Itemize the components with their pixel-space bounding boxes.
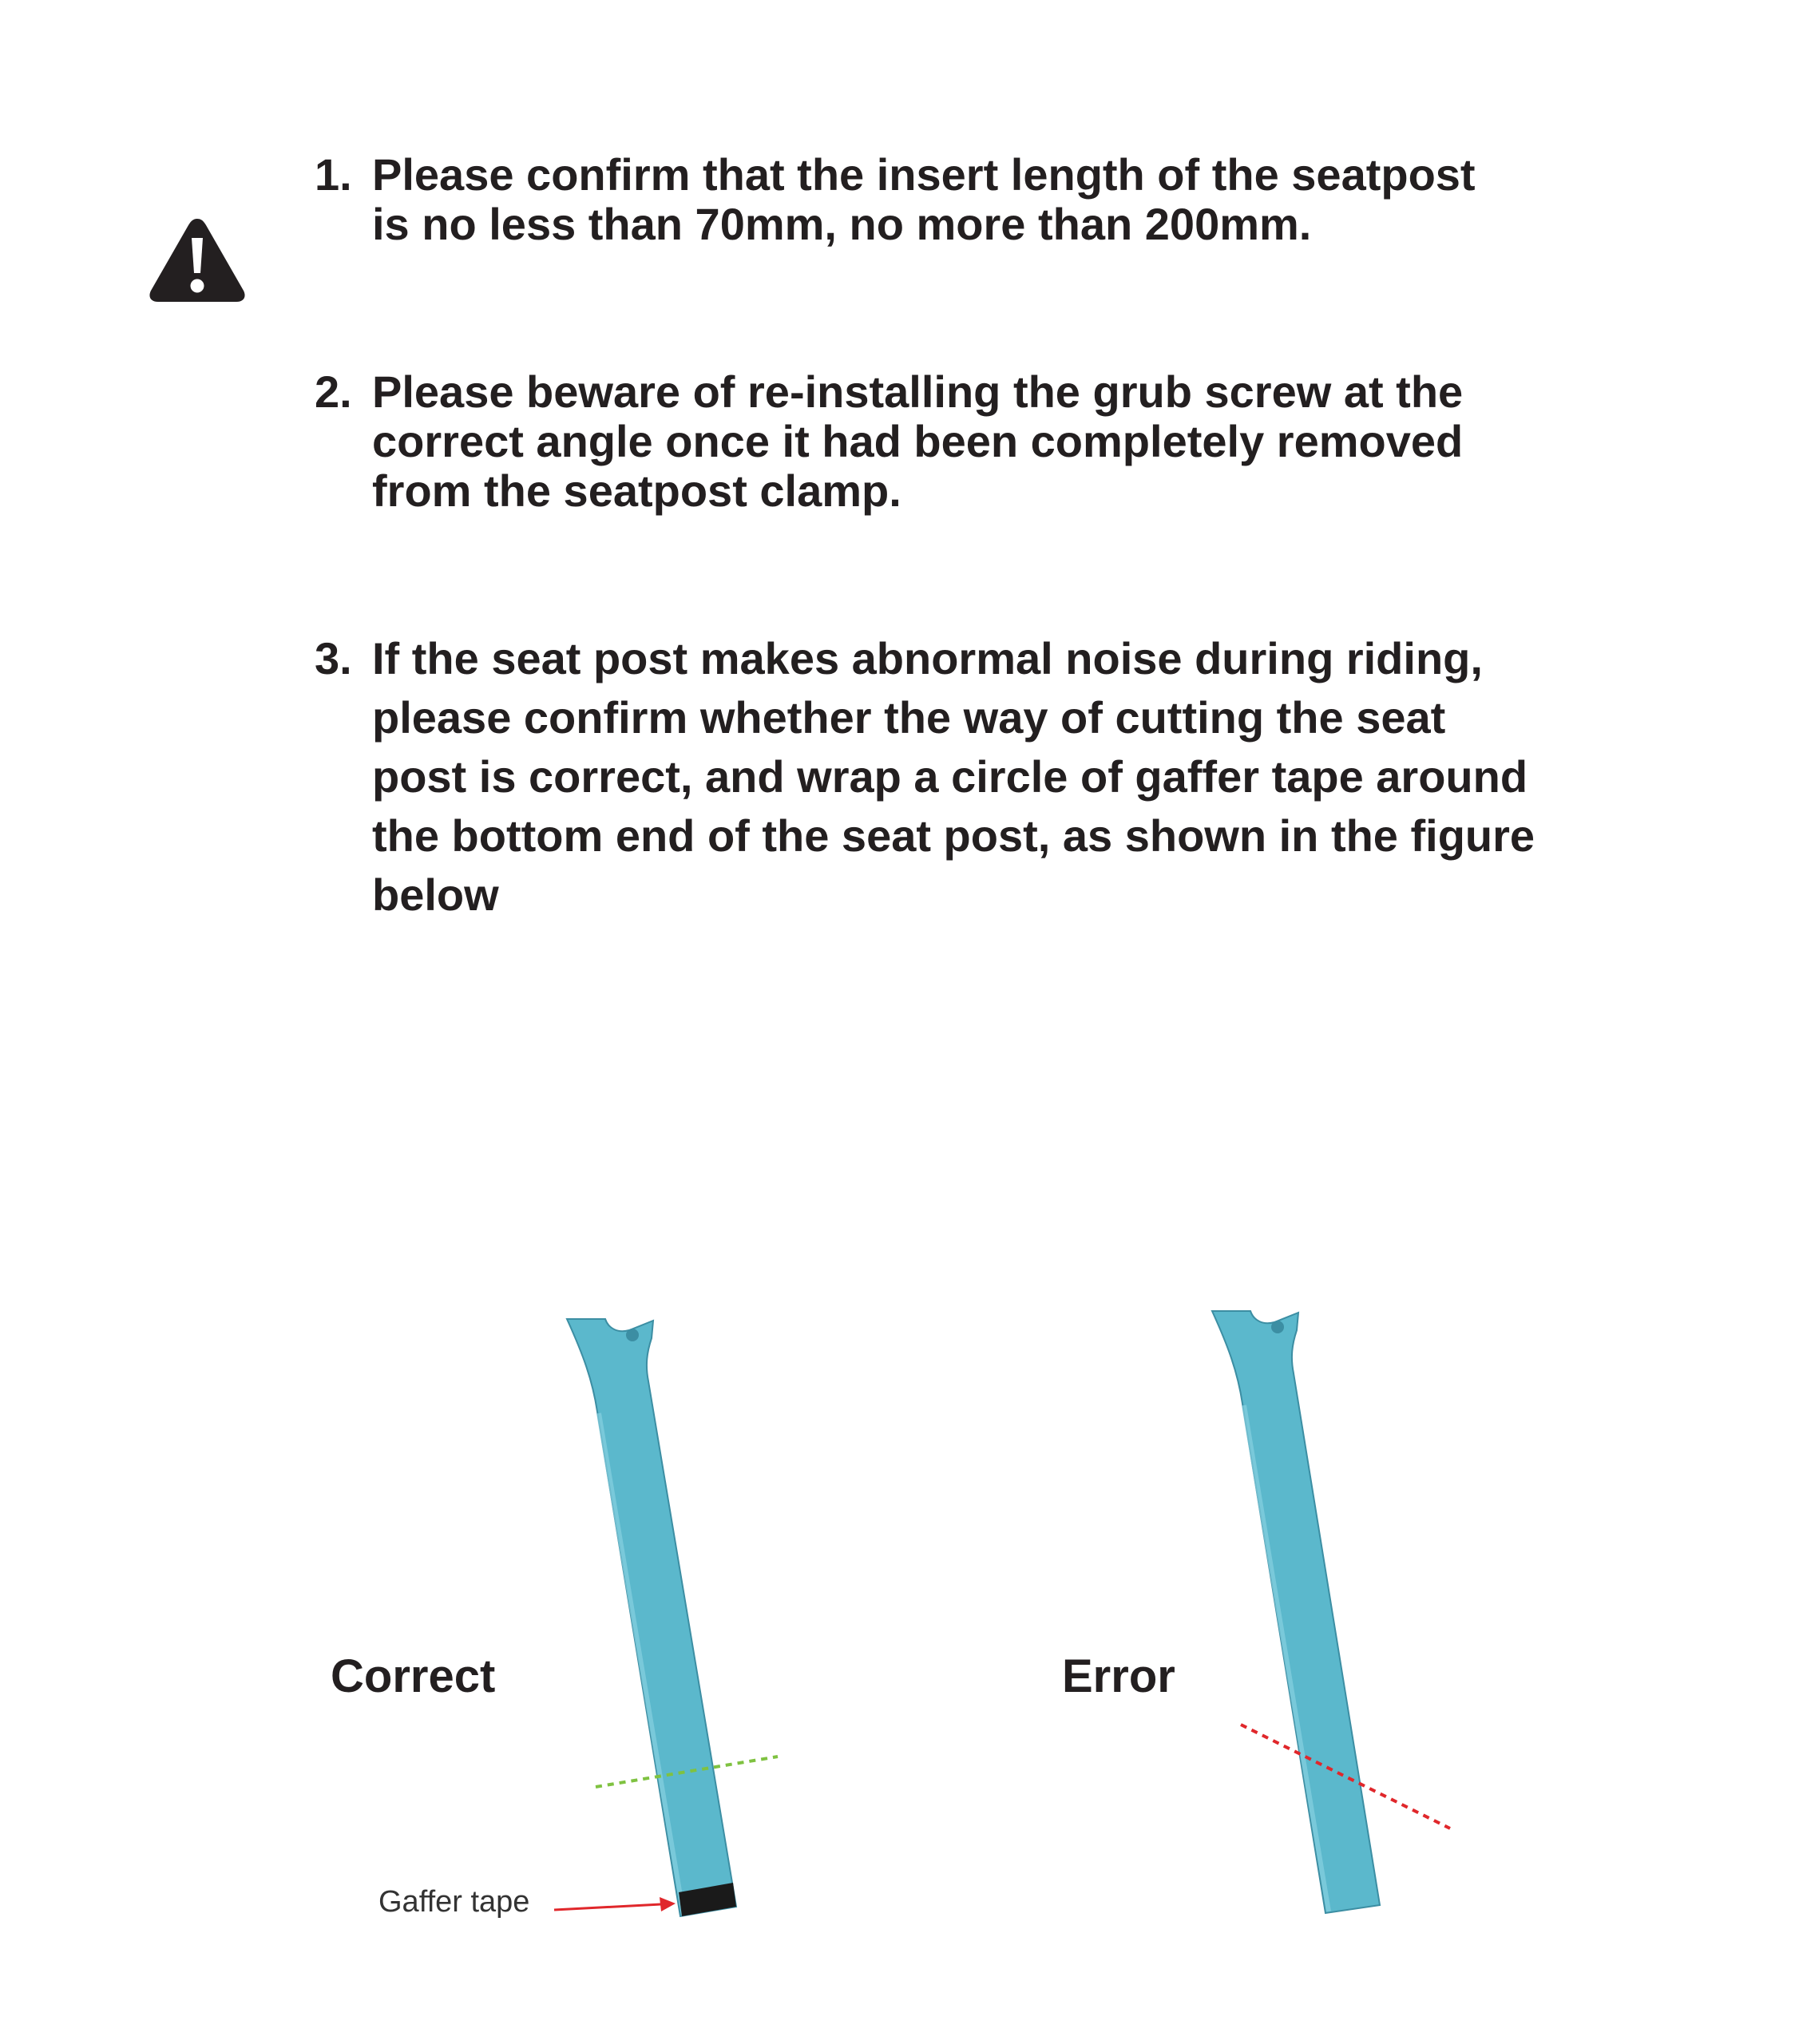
error-label: Error xyxy=(1062,1650,1175,1702)
gaffer-tape-label: Gaffer tape xyxy=(378,1885,530,1919)
correct-label: Correct xyxy=(331,1650,496,1702)
note-number: 2. xyxy=(315,366,352,417)
note-2 xyxy=(315,367,1463,516)
note-number: 3. xyxy=(315,633,352,683)
seatpost-cut-figure xyxy=(0,1278,1795,1948)
error-seatpost xyxy=(1212,1311,1380,1913)
note-1 xyxy=(315,150,1476,249)
note-line: is no less than 70mm, no more than 200mm. xyxy=(372,199,1312,249)
note-line: please confirm whether the way of cutting the seat xyxy=(372,692,1446,743)
note-line: the bottom end of the seat post, as shown in the figure xyxy=(372,810,1535,861)
note-line: correct angle once it had been completely removed xyxy=(372,416,1464,466)
note-line: from the seatpost clamp. xyxy=(372,465,901,516)
arrow-head-icon xyxy=(660,1897,676,1911)
note-line: Please beware of re-installing the grub screw at the xyxy=(372,366,1464,417)
correct-seatpost xyxy=(567,1319,736,1916)
note-line: Please confirm that the insert length of the seatpost xyxy=(372,149,1476,200)
note-line: If the seat post makes abnormal noise during riding, xyxy=(372,633,1483,683)
seatpost-illustration xyxy=(0,1278,1795,1948)
gaffer-tape-arrow xyxy=(554,1904,661,1910)
note-line: below xyxy=(372,869,499,920)
warning-icon xyxy=(147,214,248,305)
note-3 xyxy=(315,629,1535,925)
note-number: 1. xyxy=(315,149,352,200)
note-line: post is correct, and wrap a circle of gaffer tape around xyxy=(372,751,1528,802)
